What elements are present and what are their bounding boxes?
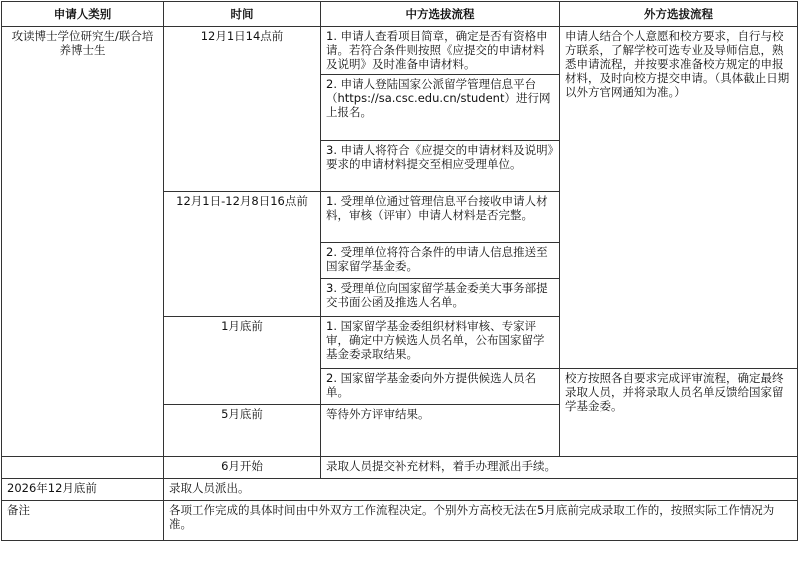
chinese-step-cell: 3. 受理单位向国家留学基金委美大事务部提交书面公函及推选人名单。 xyxy=(321,279,560,317)
header-chinese-process: 中方选拔流程 xyxy=(321,2,560,27)
chinese-step-cell: 3. 申请人将符合《应提交的申请材料及说明》要求的申请材料提交至相应受理单位。 xyxy=(321,141,560,192)
time-cell: 12月1日-12月8日16点前 xyxy=(164,192,321,317)
foreign-process-cell: 申请人结合个人意愿和校方要求，自行与校方联系，了解学校可选专业及导师信息，熟悉申请流程，并按要求准备校方规定的申报材料，及时向校方提交申请。（具体截止日期以外方官网通知为准。） xyxy=(560,27,798,369)
table-row xyxy=(2,457,798,479)
chinese-step-cell: 录取人员提交补充材料，着手办理派出手续。 xyxy=(321,457,798,479)
header-time: 时间 xyxy=(164,2,321,27)
header-foreign-process: 外方选拔流程 xyxy=(560,2,798,27)
final-time-cell: 2026年12月底前 xyxy=(2,479,164,501)
chinese-step-cell: 等待外方评审结果。 xyxy=(321,405,560,457)
table-row xyxy=(2,501,798,541)
chinese-step-cell: 2. 受理单位将符合条件的申请人信息推送至国家留学基金委。 xyxy=(321,243,560,279)
final-step-cell: 录取人员派出。 xyxy=(164,479,798,501)
chinese-step-cell: 1. 国家留学基金委组织材料审核、专家评审，确定中方候选人员名单，公布国家留学基金委录取结果。 xyxy=(321,317,560,369)
header-applicant-category: 申请人类别 xyxy=(2,2,164,27)
remark-label-cell: 备注 xyxy=(2,501,164,541)
header-row xyxy=(2,2,798,27)
chinese-step-cell: 2. 申请人登陆国家公派留学管理信息平台（https://sa.csc.edu.cn/student）进行网上报名。 xyxy=(321,75,560,141)
category-filler-cell xyxy=(2,457,164,479)
remark-text-cell: 各项工作完成的具体时间由中外双方工作流程决定。个别外方高校无法在5月底前完成录取工作的，按照实际工作情况为准。 xyxy=(164,501,798,541)
chinese-step-cell: 1. 受理单位通过管理信息平台接收申请人材料，审核（评审）申请人材料是否完整。 xyxy=(321,192,560,243)
chinese-step-cell: 2. 国家留学基金委向外方提供候选人员名单。 xyxy=(321,369,560,405)
chinese-step-cell: 1. 申请人查看项目简章，确定是否有资格申请。若符合条件则按照《应提交的申请材料及说明》及时准备申请材料。 xyxy=(321,27,560,75)
table-row xyxy=(2,27,798,75)
table-row xyxy=(2,479,798,501)
time-cell: 6月开始 xyxy=(164,457,321,479)
time-cell: 1月底前 xyxy=(164,317,321,405)
time-cell: 5月底前 xyxy=(164,405,321,457)
foreign-process-cell: 校方按照各自要求完成评审流程，确定最终录取人员，并将录取人员名单反馈给国家留学基金委。 xyxy=(560,369,798,457)
schedule-table xyxy=(1,1,798,541)
applicant-category-cell: 攻读博士学位研究生/联合培养博士生 xyxy=(2,27,164,457)
time-cell: 12月1日14点前 xyxy=(164,27,321,192)
